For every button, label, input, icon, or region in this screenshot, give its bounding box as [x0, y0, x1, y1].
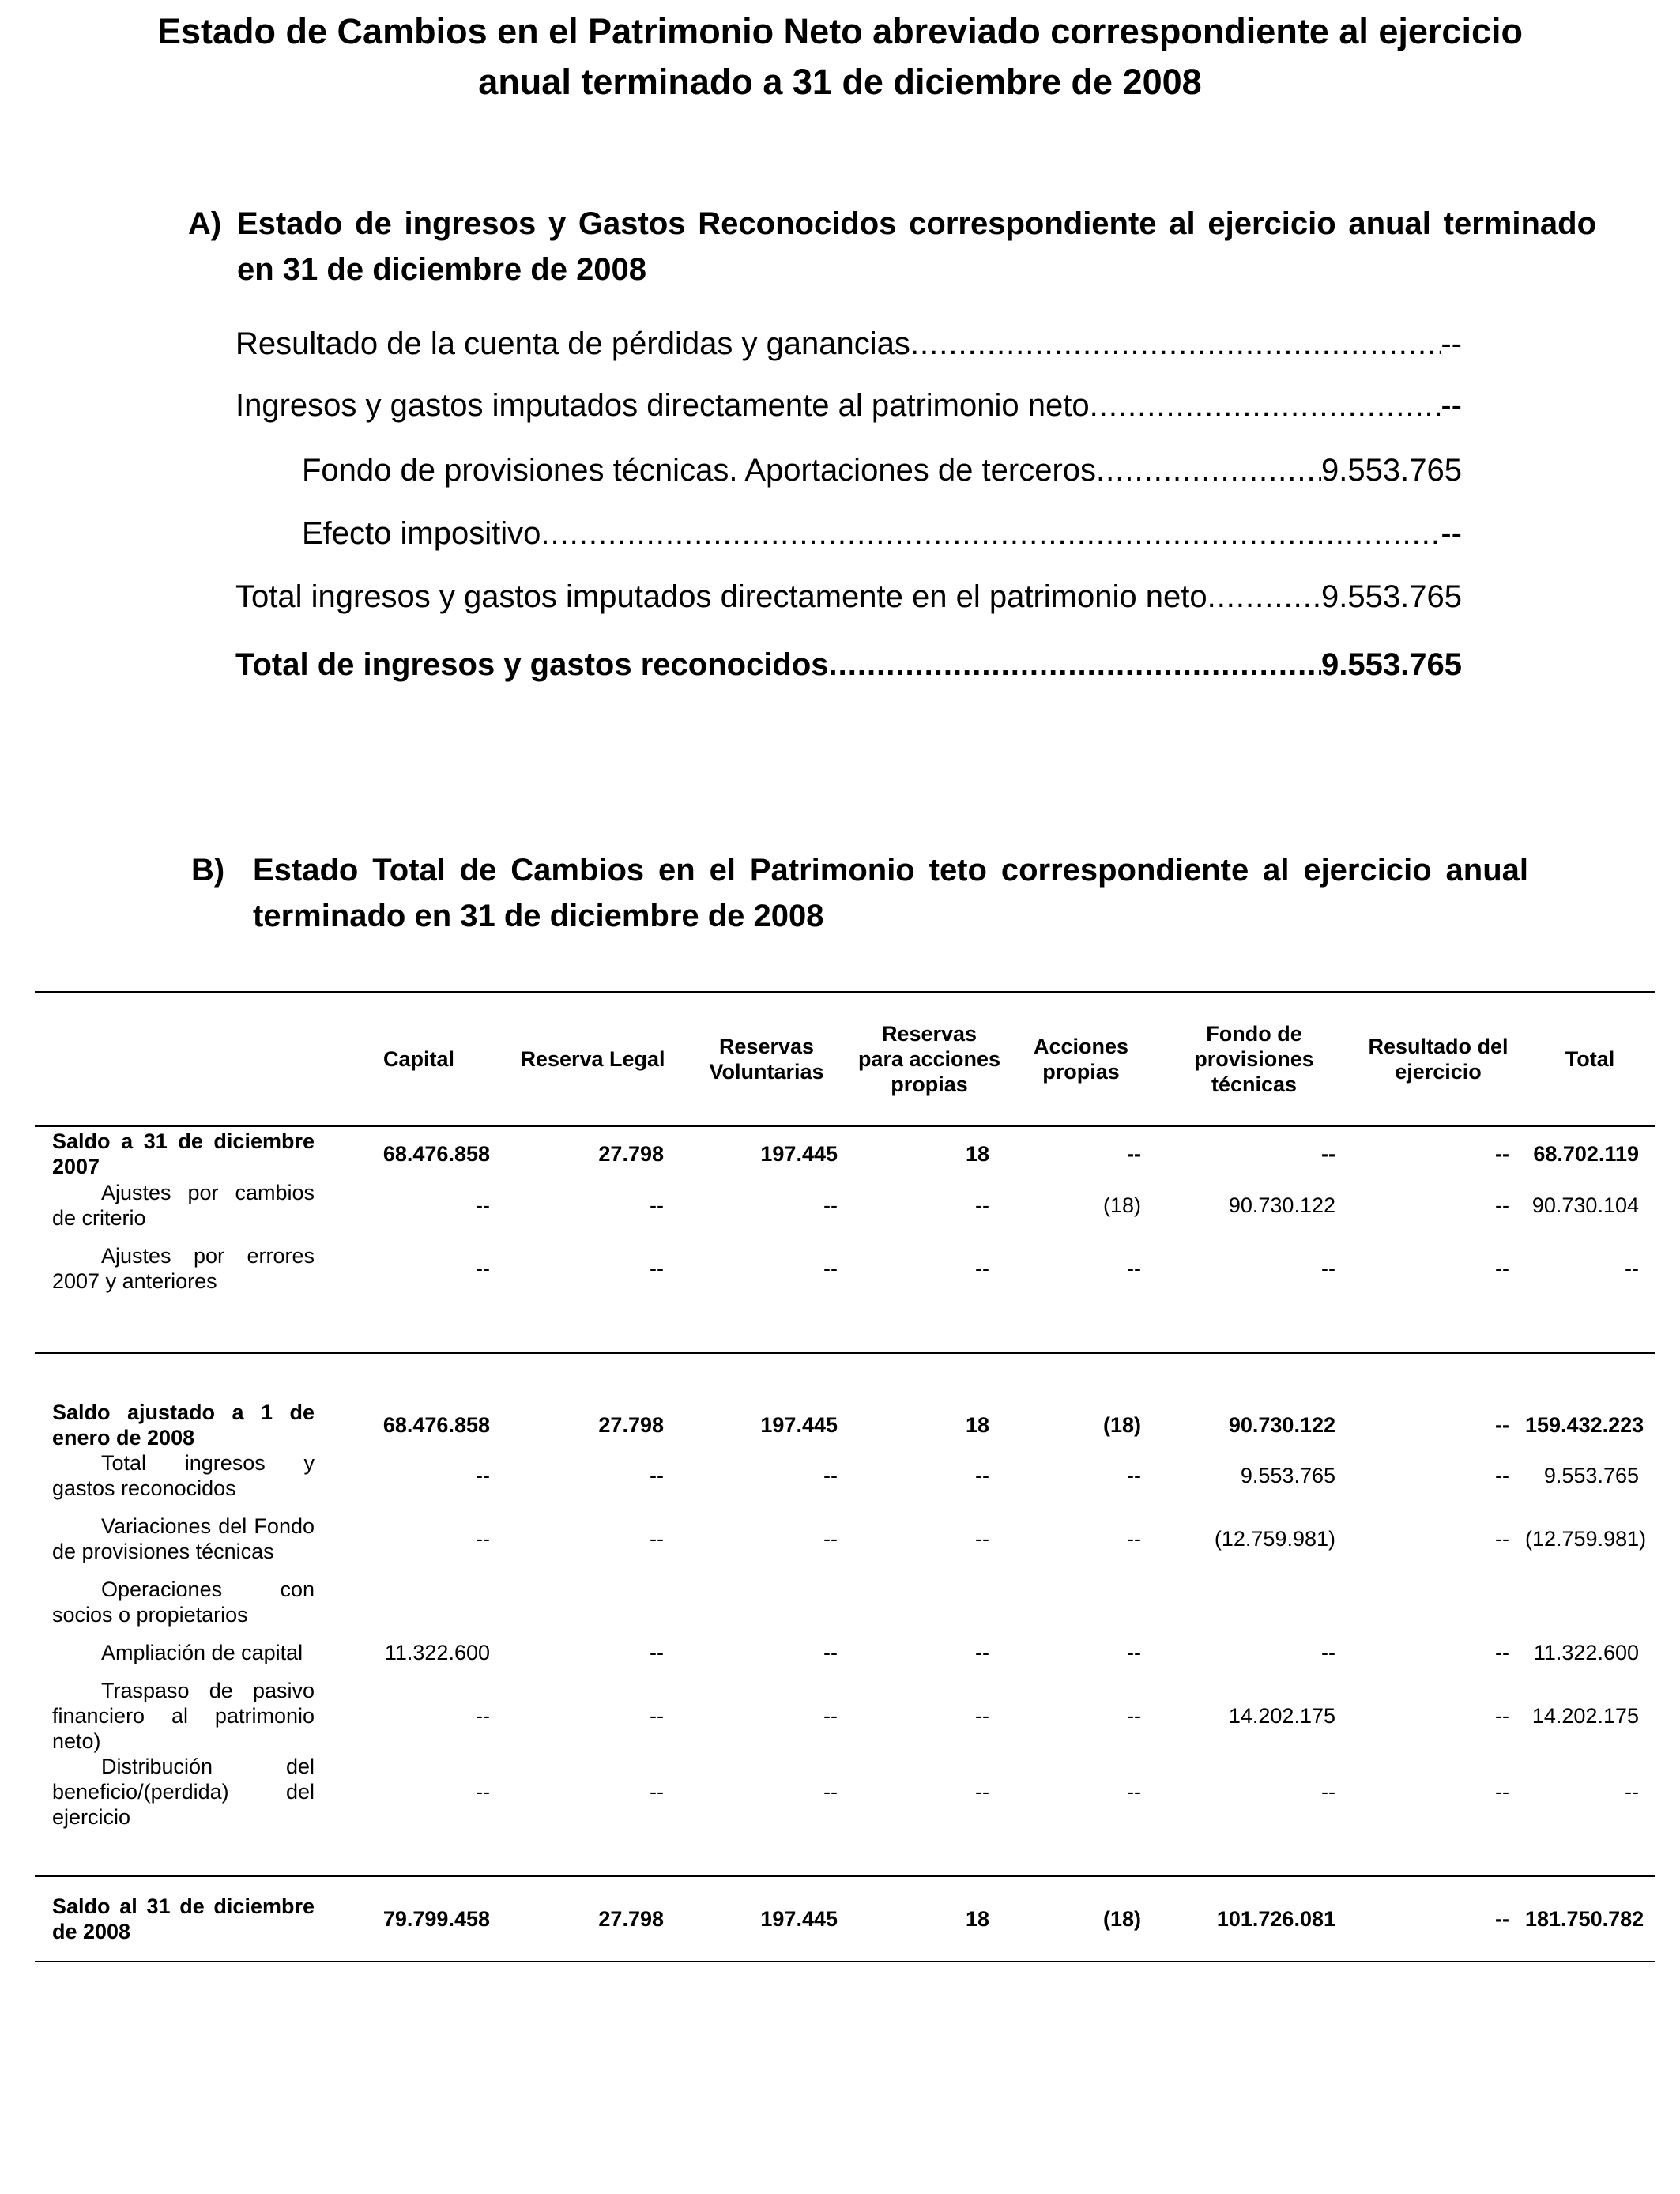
cell-value: 11.322.600 [1533, 1641, 1639, 1664]
table-row [35, 1577, 1655, 1627]
cell-value: 9.553.765 [1240, 1464, 1335, 1487]
column-header: Reservas para acciones propias [853, 992, 1005, 1126]
cell-value: 90.730.104 [1531, 1193, 1639, 1217]
cell-value [853, 1577, 1005, 1627]
table-row [35, 1450, 1655, 1501]
column-header: Reservas Voluntarias [680, 992, 853, 1126]
summary-line-label: Resultado de la cuenta de pérdidas y ganancias [235, 326, 910, 361]
cell-value: (18) [1005, 1876, 1157, 1962]
cell-value: -- [1127, 1257, 1141, 1280]
cell-value: -- [823, 1704, 838, 1728]
summary-line-label: Efecto impositivo [302, 516, 541, 551]
cell-value: -- [975, 1527, 989, 1551]
cell-value [1525, 1577, 1655, 1627]
table-row [35, 1501, 1655, 1577]
summary-line-label: Total de ingresos y gastos reconocidos [235, 647, 829, 682]
cell-value: -- [1321, 1141, 1335, 1166]
header-empty [35, 992, 332, 1126]
row-label: Variaciones del Fondo de provisiones técnicas [52, 1514, 315, 1563]
cell-value: -- [650, 1780, 664, 1804]
row-label: Ajustes por errores 2007 y anteriores [52, 1244, 315, 1293]
summary-line-total-imputed [235, 577, 1462, 616]
cell-value: -- [476, 1780, 490, 1804]
cell-value [1157, 1577, 1351, 1627]
cell-value: 159.432.223 [1525, 1413, 1644, 1437]
table-row [35, 1126, 1655, 1180]
cell-value [1351, 1577, 1525, 1627]
cell-value: 68.476.858 [382, 1141, 490, 1166]
cell-value: -- [650, 1193, 664, 1217]
cell-value: -- [1127, 1641, 1141, 1664]
table-spacer [35, 1353, 1655, 1400]
equity-changes-table [35, 991, 1655, 1962]
cell-value: -- [1495, 1193, 1509, 1217]
column-header: Reserva Legal [506, 992, 680, 1126]
cell-value: -- [650, 1704, 664, 1728]
cell-value: -- [823, 1780, 838, 1804]
cell-value: -- [1495, 1641, 1509, 1664]
page-title: Estado de Cambios en el Patrimonio Neto abreviado correspondiente al ejercicio anual terminado a 31 de diciembre de 2008 [157, 11, 1523, 102]
cell-value: 14.202.175 [1228, 1704, 1335, 1728]
cell-value: 11.322.600 [384, 1641, 490, 1664]
table-header-row [35, 992, 1655, 1126]
cell-value [680, 1577, 853, 1627]
cell-value [506, 1577, 680, 1627]
cell-value: -- [476, 1527, 490, 1551]
summary-line-amount: 9.553.765 [1321, 579, 1462, 614]
cell-value: -- [1495, 1464, 1509, 1487]
dot-leader [1090, 386, 1441, 425]
table-row [35, 1180, 1655, 1231]
cell-value: (18) [1102, 1193, 1141, 1217]
dot-leader [1207, 577, 1321, 616]
summary-line-imputed [235, 386, 1462, 425]
cell-value: -- [1321, 1257, 1335, 1280]
row-label: Operaciones con socios o propietarios [52, 1578, 315, 1627]
summary-line-amount: 9.553.765 [1321, 453, 1462, 488]
summary-line-tax-effect [302, 514, 1462, 553]
dot-leader [541, 514, 1441, 553]
cell-value: 197.445 [760, 1413, 838, 1437]
row-label: Saldo a 31 de diciembre 2007 [52, 1129, 315, 1178]
cell-value: (12.759.981) [1214, 1527, 1335, 1551]
cell-value: -- [975, 1641, 989, 1664]
cell-value: -- [1321, 1780, 1335, 1804]
cell-value: -- [823, 1464, 838, 1487]
table-row [35, 1231, 1655, 1306]
cell-value: -- [1625, 1780, 1639, 1804]
cell-value: 68.702.119 [1533, 1141, 1639, 1166]
dot-leader [910, 324, 1441, 364]
cell-value: 197.445 [760, 1141, 838, 1166]
cell-value: -- [1127, 1527, 1141, 1551]
cell-value: -- [975, 1193, 989, 1217]
row-label: Distribución del beneficio/(perdida) del ejercicio [52, 1755, 315, 1829]
cell-value: 18 [853, 1876, 1005, 1962]
cell-value: -- [975, 1464, 989, 1487]
cell-value: (18) [1102, 1413, 1141, 1437]
summary-line-label: Ingresos y gastos imputados directamente al patrimonio neto [235, 388, 1090, 423]
section-b-title: Estado Total de Cambios en el Patrimonio teto correspondiente al ejercicio anual terminado en 31 de diciembre de 2008 [253, 853, 1528, 933]
cell-value: -- [1495, 1704, 1509, 1728]
summary-line-total-recognized [235, 645, 1462, 684]
cell-value: 90.730.122 [1228, 1413, 1335, 1437]
summary-line-amount: 9.553.765 [1321, 647, 1462, 682]
cell-value: -- [823, 1193, 838, 1217]
cell-value: 27.798 [598, 1413, 664, 1437]
summary-line-amount: -- [1441, 388, 1462, 423]
row-label: Saldo al 31 de diciembre de 2008 [35, 1876, 332, 1962]
cell-value: 197.445 [680, 1876, 853, 1962]
cell-value: (12.759.981) [1525, 1527, 1647, 1551]
row-label: Traspaso de pasivo financiero al patrimonio neto) [52, 1679, 315, 1753]
cell-value: -- [1495, 1527, 1509, 1551]
row-label: Saldo ajustado a 1 de enero de 2008 [52, 1400, 315, 1449]
cell-value: 68.476.858 [382, 1413, 490, 1437]
table-row [35, 1678, 1655, 1754]
table-row [35, 1400, 1655, 1450]
row-label: Ampliación de capital [101, 1641, 303, 1664]
table-row [35, 1627, 1655, 1678]
summary-line-provisions [302, 450, 1462, 490]
table-spacer [35, 1830, 1655, 1876]
cell-value: -- [1495, 1780, 1509, 1804]
summary-line-amount: -- [1441, 326, 1462, 361]
cell-value: 90.730.122 [1228, 1193, 1335, 1217]
section-a-heading [188, 201, 1596, 292]
cell-value: -- [1351, 1876, 1525, 1962]
cell-value: -- [1127, 1780, 1141, 1804]
cell-value: -- [823, 1527, 838, 1551]
cell-value: 18 [965, 1141, 989, 1166]
cell-value: -- [1127, 1464, 1141, 1487]
table-row [35, 1876, 1655, 1962]
summary-line-label: Total ingresos y gastos imputados directamente en el patrimonio neto [235, 579, 1207, 614]
cell-value: 27.798 [598, 1141, 664, 1166]
cell-value: -- [650, 1257, 664, 1280]
cell-value: -- [476, 1193, 490, 1217]
cell-value: 18 [965, 1413, 989, 1437]
cell-value: -- [1127, 1141, 1141, 1166]
cell-value: 9.553.765 [1543, 1464, 1639, 1487]
cell-value: 27.798 [506, 1876, 680, 1962]
cell-value [1005, 1577, 1157, 1627]
summary-line-label: Fondo de provisiones técnicas. Aportaciones de terceros [302, 453, 1097, 488]
section-b-letter: B) [191, 853, 225, 888]
cell-value: -- [476, 1257, 490, 1280]
cell-value: -- [1495, 1413, 1509, 1437]
cell-value: -- [975, 1257, 989, 1280]
cell-value: -- [650, 1464, 664, 1487]
cell-value: -- [476, 1464, 490, 1487]
summary-line-result [235, 324, 1462, 364]
column-header: Resultado del ejercicio [1351, 992, 1525, 1126]
cell-value: 181.750.782 [1525, 1876, 1655, 1962]
cell-value [332, 1577, 506, 1627]
summary-line-amount: -- [1441, 516, 1462, 551]
cell-value: 101.726.081 [1157, 1876, 1351, 1962]
cell-value: -- [476, 1704, 490, 1728]
column-header: Acciones propias [1005, 992, 1157, 1126]
column-header: Capital [332, 992, 506, 1126]
section-a-title: Estado de ingresos y Gastos Reconocidos correspondiente al ejercicio anual terminado en 31 de diciembre de 2008 [237, 206, 1596, 287]
section-a-letter: A) [188, 206, 222, 241]
cell-value: -- [975, 1704, 989, 1728]
dot-leader [829, 645, 1322, 684]
table-spacer [35, 1306, 1655, 1353]
cell-value: -- [1127, 1704, 1141, 1728]
cell-value: -- [1321, 1641, 1335, 1664]
cell-value: -- [650, 1641, 664, 1664]
cell-value: -- [650, 1527, 664, 1551]
column-header: Total [1525, 992, 1655, 1126]
cell-value: -- [1495, 1141, 1509, 1166]
table-row [35, 1754, 1655, 1830]
cell-value: -- [823, 1257, 838, 1280]
cell-value: -- [1495, 1257, 1509, 1280]
row-label: Ajustes por cambios de criterio [52, 1181, 315, 1230]
cell-value: -- [823, 1641, 838, 1664]
dot-leader [1096, 450, 1321, 490]
column-header: Fondo de provisiones técnicas [1157, 992, 1351, 1126]
cell-value: -- [1625, 1257, 1639, 1280]
cell-value: 79.799.458 [332, 1876, 506, 1962]
row-label: Total ingresos y gastos reconocidos [52, 1451, 315, 1500]
section-b-heading [191, 847, 1528, 939]
cell-value: 14.202.175 [1531, 1704, 1639, 1728]
cell-value: -- [975, 1780, 989, 1804]
